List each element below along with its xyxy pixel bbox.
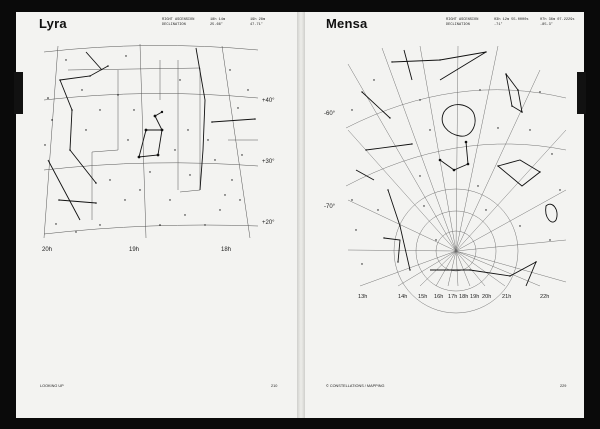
dec-end: 47.71° (250, 23, 263, 27)
ra-start: 03h 12m 55.0000s (494, 18, 529, 22)
ra-label-3: 18h (221, 247, 232, 253)
dec-label-2: +30° (262, 159, 275, 165)
ra-end: 07h 36m 07.2229s (540, 18, 575, 22)
page-title-mensa: Mensa (326, 16, 368, 31)
dec-label: DECLINATION (446, 23, 470, 27)
ra-label: RIGHT ASCENSION (162, 18, 195, 22)
page-title-lyra: Lyra (39, 16, 67, 31)
ra-label-2: 19h (129, 247, 140, 253)
ra-end: 19h 28m (250, 18, 266, 22)
ra-label-4: 16h (434, 294, 444, 300)
dec-label-1: -60° (324, 111, 336, 117)
ra-label-2: 14h (398, 294, 408, 300)
ra-label-5: 17h (448, 294, 458, 300)
dec-label-3: +20° (262, 220, 275, 226)
ra-label-1: 20h (42, 247, 53, 253)
dec-end: -85.3° (540, 23, 553, 27)
dec-label-1: +40° (262, 98, 275, 104)
dec-label-2: -70° (324, 204, 336, 210)
ra-label-6: 18h (459, 294, 469, 300)
ra-start: 18h 14m (210, 18, 226, 22)
page-number-left: 210 (271, 384, 278, 388)
ra-label-1: 13h (358, 294, 368, 300)
ra-label-10: 22h (540, 294, 550, 300)
ra-label-7: 19h (470, 294, 480, 300)
ra-label-9: 21h (502, 294, 512, 300)
dec-start: -71° (494, 23, 503, 27)
page-number-right: 229 (560, 384, 567, 388)
dec-label: DECLINATION (162, 23, 186, 27)
footer-right-text: © CONSTELLATIONS / MAPPING (326, 384, 385, 388)
footer-left-text: LOOKING UP (40, 384, 64, 388)
ra-label-8: 20h (482, 294, 492, 300)
dec-start: 25.66° (210, 23, 223, 27)
ra-label: RIGHT ASCENSION (446, 18, 479, 22)
ra-label-3: 15h (418, 294, 428, 300)
